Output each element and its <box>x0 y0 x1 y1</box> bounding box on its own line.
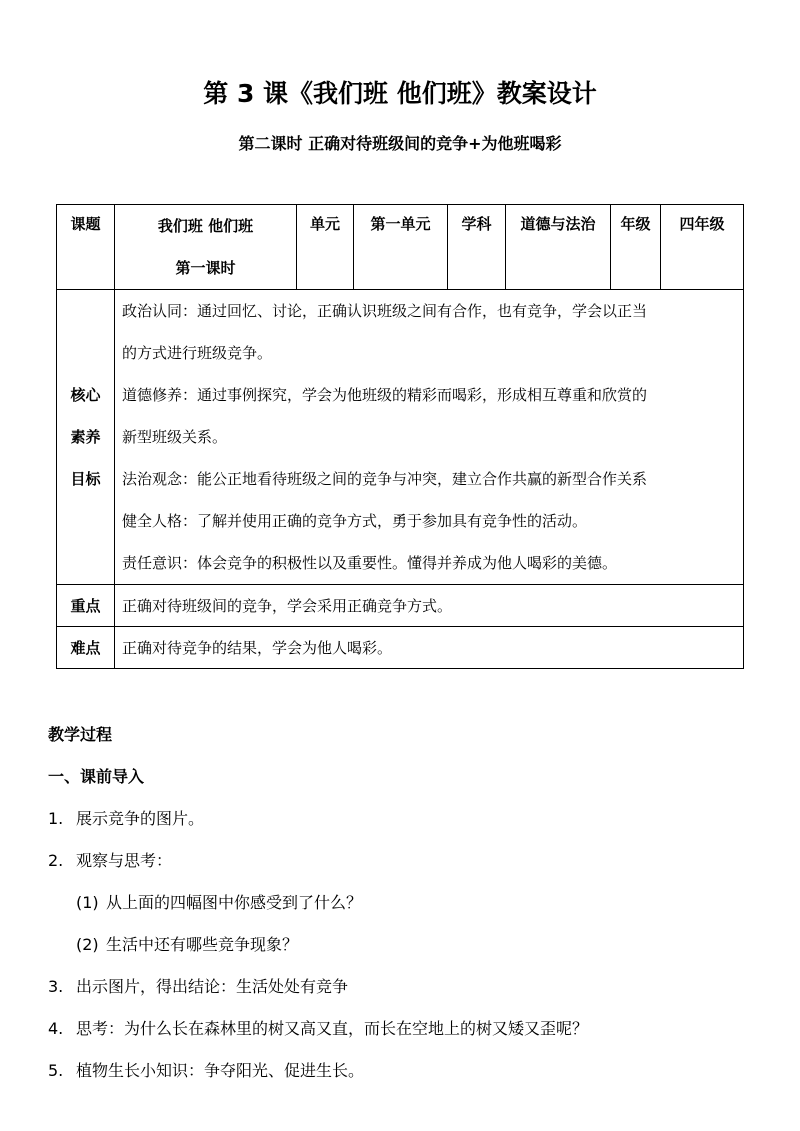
goals-label <box>57 290 115 585</box>
document-subtitle: 第二课时 正确对待班级间的竞争+为他班喝彩 <box>238 134 562 153</box>
goal-line: 法治观念：能公正地看待班级之间的竞争与冲突，建立合作共赢的新型合作关系 <box>122 470 648 488</box>
document-title: 第 3 课《我们班 他们班》教案设计 <box>203 79 597 108</box>
list-item-text: 出示图片，得出结论：生活处处有竞争 <box>76 977 349 996</box>
list-item <box>48 806 204 829</box>
lesson-info-table <box>56 204 744 669</box>
unit-label: 单元 <box>297 205 354 290</box>
key-point-text: 正确对待班级间的竞争，学会采用正确竞争方式。 <box>122 596 453 615</box>
list-item <box>48 848 172 871</box>
goals-content <box>115 290 744 585</box>
list-item-number: 1. <box>48 809 64 828</box>
goal-line: 政治认同：通过回忆、讨论，正确认识班级之间有合作，也有竞争，学会以正当 <box>122 302 648 320</box>
list-item-text: 生活中还有哪些竞争现象？ <box>106 935 299 954</box>
goal-line: 的方式进行班级竞争。 <box>122 344 273 362</box>
topic-value <box>115 205 297 290</box>
goal-line: 责任意识：体会竞争的积极性以及重要性。懂得并养成为他人喝彩的美德。 <box>122 554 618 572</box>
list-item-number: (1) <box>76 893 99 912</box>
key-point-label: 重点 <box>57 585 115 627</box>
key-point-cell <box>115 585 744 627</box>
grade-value: 四年级 <box>661 205 744 290</box>
goals-label-line: 核心 <box>70 386 101 404</box>
list-item <box>76 932 298 955</box>
goal-line: 新型班级关系。 <box>122 428 228 446</box>
list-item-text: 展示竞争的图片。 <box>76 809 205 828</box>
list-item-number: 3. <box>48 977 64 996</box>
list-item-text: 观察与思考： <box>76 851 173 870</box>
table-row-difficulty <box>57 627 744 669</box>
goals-label-line: 素养 <box>70 428 101 446</box>
table-row-topic <box>57 205 744 290</box>
section-heading-intro: 一、课前导入 <box>48 767 145 786</box>
difficulty-cell <box>115 627 744 669</box>
list-item <box>48 1058 364 1081</box>
difficulty-label: 难点 <box>57 627 115 669</box>
goals-label-line: 目标 <box>70 470 101 488</box>
list-item <box>48 1016 588 1039</box>
unit-value: 第一单元 <box>354 205 448 290</box>
grade-label: 年级 <box>611 205 661 290</box>
table-row-key-point <box>57 585 744 627</box>
process-heading: 教学过程 <box>48 725 113 744</box>
list-item-number: 5. <box>48 1061 64 1080</box>
subject-value: 道德与法治 <box>506 205 611 290</box>
list-item <box>76 890 362 913</box>
subject-label: 学科 <box>448 205 506 290</box>
list-item-number: 4. <box>48 1019 64 1038</box>
table-row-goals <box>57 290 744 585</box>
list-item-number: (2) <box>76 935 99 954</box>
topic-value-line1: 我们班 他们班 <box>157 217 254 235</box>
topic-value-line2: 第一课时 <box>175 259 236 277</box>
list-item-text: 植物生长小知识：争夺阳光、促进生长。 <box>76 1061 365 1080</box>
goal-line: 道德修养：通过事例探究，学会为他班级的精彩而喝彩，形成相互尊重和欣赏的 <box>122 386 648 404</box>
list-item-number: 2. <box>48 851 64 870</box>
list-item-text: 从上面的四幅图中你感受到了什么？ <box>106 893 363 912</box>
list-item <box>48 974 348 997</box>
topic-label: 课题 <box>57 205 115 290</box>
goal-line: 健全人格：了解并使用正确的竞争方式，勇于参加具有竞争性的活动。 <box>122 512 588 530</box>
difficulty-text: 正确对待竞争的结果，学会为他人喝彩。 <box>122 638 393 657</box>
list-item-text: 思考：为什么长在森林里的树又高又直，而长在空地上的树又矮又歪呢？ <box>76 1019 589 1038</box>
